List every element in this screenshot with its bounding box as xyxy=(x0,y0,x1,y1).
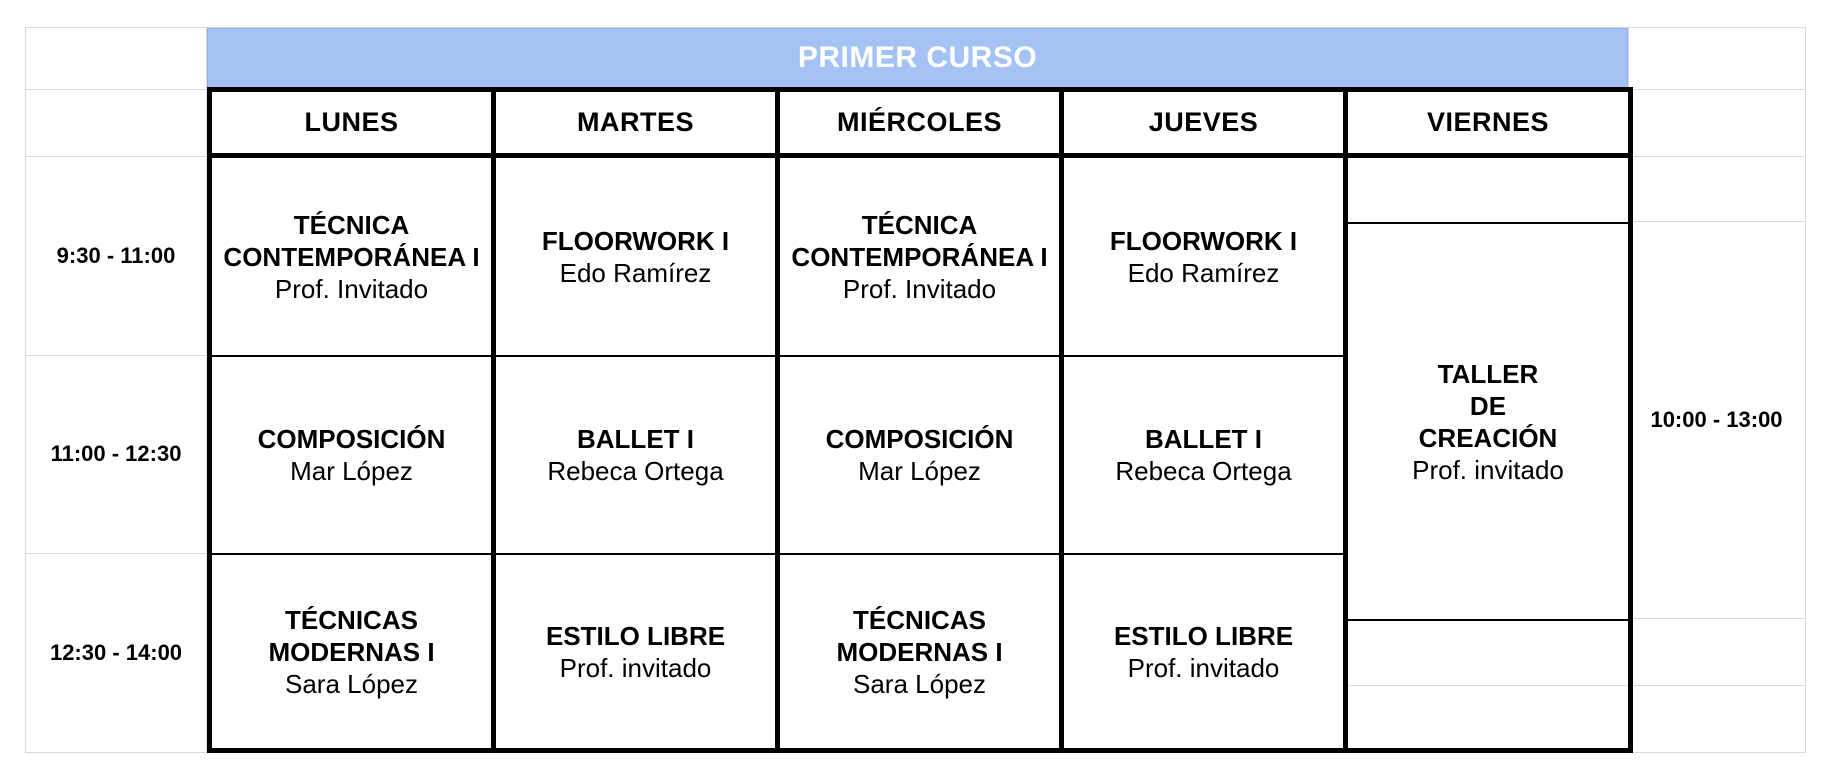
class-cell xyxy=(212,158,491,355)
column-martes xyxy=(491,153,780,753)
grid-line xyxy=(1628,685,1805,686)
subject-name: COMPOSICIÓN xyxy=(257,424,446,454)
class-cell xyxy=(212,357,491,553)
teacher-name: Edo Ramírez xyxy=(559,257,712,288)
teacher-name: Rebeca Ortega xyxy=(1115,456,1292,486)
subject-name: BALLET I xyxy=(1145,424,1262,454)
day-label: LUNES xyxy=(304,107,399,137)
column-lunes xyxy=(207,153,496,753)
row-divider xyxy=(1348,619,1628,621)
subject-name: TÉCNICAS MODERNAS I xyxy=(836,604,1003,667)
day-header-lunes xyxy=(207,87,496,158)
time-label: 11:00 - 12:30 xyxy=(50,441,182,466)
grid-line xyxy=(1348,685,1628,686)
class-cell xyxy=(780,357,1059,553)
grid-line xyxy=(1805,27,1806,753)
teacher-name: Sara López xyxy=(853,668,986,699)
class-cell xyxy=(496,357,775,553)
class-cell xyxy=(212,555,491,748)
day-label: VIERNES xyxy=(1426,107,1550,137)
teacher-name: Prof. Invitado xyxy=(842,273,997,304)
day-label: MARTES xyxy=(577,107,694,137)
teacher-name: Mar López xyxy=(290,456,413,486)
time-label: 12:30 - 14:00 xyxy=(49,639,183,665)
teacher-name: Prof. invitado xyxy=(1127,652,1280,683)
teacher-name: Prof. Invitado xyxy=(274,273,429,304)
teacher-name: Edo Ramírez xyxy=(1127,257,1280,288)
subject-name: ESTILO LIBRE xyxy=(1113,620,1294,651)
course-title: PRIMER CURSO xyxy=(207,28,1628,88)
day-header-viernes xyxy=(1343,87,1633,158)
subject-name: TÉCNICA CONTEMPORÁNEA I xyxy=(223,209,480,272)
column-jueves xyxy=(1059,153,1348,753)
class-cell xyxy=(1064,158,1343,355)
subject-name: TÉCNICA CONTEMPORÁNEA I xyxy=(791,209,1048,272)
class-cell xyxy=(780,555,1059,748)
day-header-martes xyxy=(491,87,780,158)
subject-name: TÉCNICAS MODERNAS I xyxy=(268,604,435,667)
subject-name: BALLET I xyxy=(577,424,694,454)
class-cell xyxy=(1064,555,1343,748)
class-cell xyxy=(496,555,775,748)
subject-name: TALLER DE CREACIÓN xyxy=(1418,358,1558,453)
day-label: JUEVES xyxy=(1148,107,1259,137)
teacher-name: Prof. invitado xyxy=(1412,454,1564,485)
class-cell xyxy=(1348,224,1628,619)
column-viernes xyxy=(1343,153,1633,753)
subject-name: COMPOSICIÓN xyxy=(825,424,1014,454)
day-label: MIÉRCOLES xyxy=(836,107,1002,137)
grid-line xyxy=(1628,618,1805,619)
subject-name: FLOORWORK I xyxy=(1109,225,1298,256)
teacher-name: Mar López xyxy=(858,456,981,486)
teacher-name: Prof. invitado xyxy=(559,652,712,683)
subject-name: ESTILO LIBRE xyxy=(545,620,726,651)
time-label: 9:30 - 11:00 xyxy=(56,242,176,268)
extra-time-label: 10:00 - 13:00 xyxy=(1650,406,1783,432)
day-header-miercoles xyxy=(775,87,1064,158)
column-miercoles xyxy=(775,153,1064,753)
subject-name: FLOORWORK I xyxy=(541,225,730,256)
class-cell xyxy=(496,158,775,355)
day-header-jueves xyxy=(1059,87,1348,158)
class-cell xyxy=(1064,357,1343,553)
teacher-name: Sara López xyxy=(285,668,418,699)
class-cell xyxy=(780,158,1059,355)
teacher-name: Rebeca Ortega xyxy=(547,456,724,486)
